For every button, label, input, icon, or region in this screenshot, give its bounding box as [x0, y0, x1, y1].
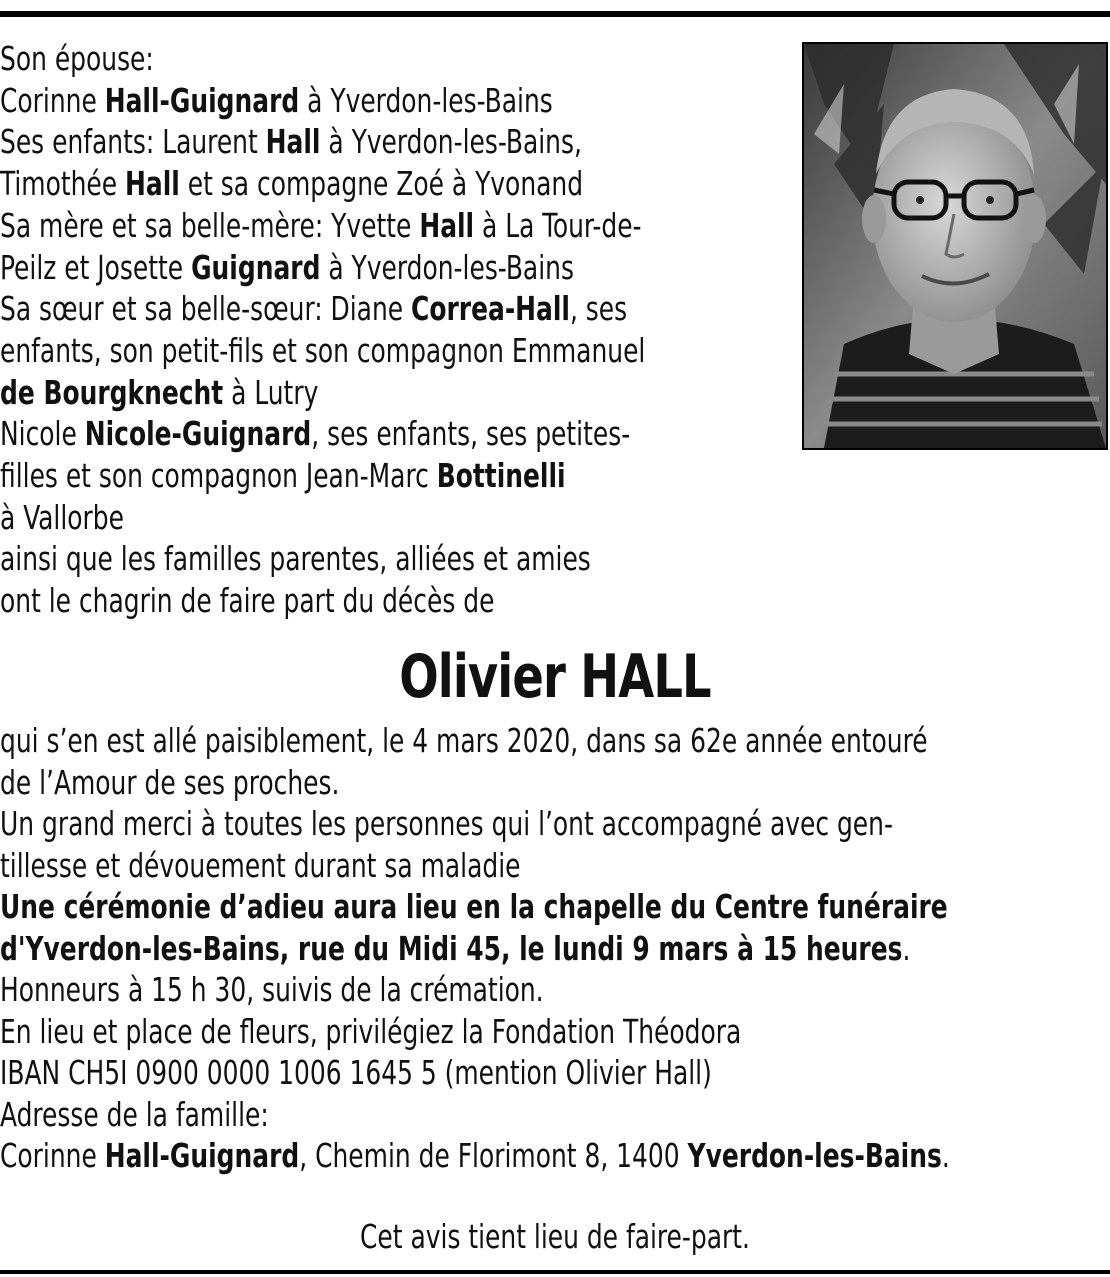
- text-segment: Timothée: [0, 164, 126, 204]
- text-segment: IBAN CH5I 0900 0000 1006 1645 5 (mention Olivier Hall): [0, 1053, 712, 1092]
- text-segment: de l’Amour de ses proches.: [0, 762, 340, 802]
- text-line: [0, 720, 1109, 762]
- text-segment: Honneurs à 15 h 30, suivis de la crémation.: [0, 970, 544, 1009]
- text-line: [0, 455, 790, 497]
- text-segment: à Lutry: [223, 372, 319, 412]
- text-segment: à La Tour-de-: [474, 205, 642, 245]
- bottom-rule: [0, 1270, 1110, 1274]
- text-line: [0, 163, 790, 205]
- bold-text: Une cérémonie d’adieu aura lieu en la chapelle du Centre funéraire: [0, 887, 948, 926]
- bold-text: Hall: [419, 205, 475, 245]
- text-segment: à Yverdon-les-Bains: [299, 80, 553, 120]
- text-line: [0, 497, 790, 539]
- text-segment: Nicole: [0, 414, 85, 454]
- text-line: [0, 330, 790, 372]
- text-line: [0, 38, 790, 80]
- text-line: [0, 538, 790, 580]
- text-line: [0, 845, 1109, 887]
- text-segment: .: [902, 928, 911, 968]
- bold-text: Hall-Guignard: [104, 1136, 300, 1175]
- text-segment: à Vallorbe: [0, 497, 124, 537]
- text-segment: .: [941, 1136, 950, 1175]
- text-line: [0, 80, 790, 122]
- family-announcement: [0, 38, 790, 622]
- text-line: [0, 1135, 1109, 1177]
- bold-text: Yverdon-les-Bains: [687, 1136, 942, 1175]
- text-segment: , Chemin de Florimont 8, 1400: [299, 1136, 688, 1175]
- bold-text: Guignard: [191, 247, 321, 287]
- text-segment: Ses enfants: Laurent: [0, 122, 266, 162]
- top-rule: [0, 11, 1110, 17]
- text-segment: Sa sœur et sa belle-sœur: Diane: [0, 289, 412, 329]
- bold-text: d'Yverdon-les-Bains, rue du Midi 45, le lundi 9 mars à 15 heures: [0, 928, 903, 968]
- bold-text: Hall: [125, 164, 180, 204]
- text-line: [0, 1094, 1109, 1136]
- text-segment: Sa mère et sa belle-mère: Yvette: [0, 205, 420, 245]
- text-line: [0, 288, 790, 330]
- deceased-name: Olivier HALL: [399, 642, 711, 712]
- text-line: [0, 928, 1109, 970]
- text-segment: Adresse de la famille:: [0, 1094, 269, 1134]
- text-line: [0, 205, 790, 247]
- text-segment: qui s’en est allé paisiblement, le 4 mars 2020, dans sa 62e année entouré: [0, 721, 928, 760]
- text-line: [0, 372, 790, 414]
- text-segment: filles et son compagnon Jean-Marc: [0, 456, 437, 496]
- text-segment: En lieu et place de fleurs, privilégiez la Fondation Théodora: [0, 1011, 742, 1051]
- text-line: [0, 969, 1109, 1011]
- text-segment: Corinne: [0, 1136, 105, 1175]
- text-segment: tillesse et dévouement durant sa maladie: [0, 845, 521, 885]
- text-line: [0, 121, 790, 163]
- footer-note: Cet avis tient lieu de faire-part.: [360, 1217, 750, 1256]
- bold-text: Hall-Guignard: [104, 80, 300, 120]
- text-line: [0, 413, 790, 455]
- text-segment: et sa compagne Zoé à Yvonand: [179, 164, 584, 204]
- text-segment: Son épouse:: [0, 39, 154, 78]
- text-segment: , ses: [569, 289, 628, 329]
- text-segment: Un grand merci à toutes les personnes qui l’ont accompagné avec gen-: [0, 804, 893, 843]
- text-segment: , ses enfants, ses petites-: [311, 414, 631, 454]
- bold-text: Nicole-Guignard: [84, 414, 312, 454]
- text-line: [0, 762, 1109, 804]
- bold-text: Bottinelli: [436, 456, 566, 496]
- text-line: [0, 247, 790, 289]
- text-segment: ainsi que les familles parentes, alliées et amies: [0, 539, 591, 579]
- text-segment: Corinne: [0, 80, 105, 120]
- bold-text: de Bourgknecht: [0, 372, 224, 412]
- bold-text: Correa-Hall: [411, 289, 570, 329]
- text-line: [0, 886, 1109, 928]
- announcement-body: [0, 720, 1109, 1177]
- text-segment: à Yverdon-les-Bains: [320, 247, 574, 287]
- text-segment: enfants, son petit-fils et son compagnon Emmanuel: [0, 330, 646, 370]
- text-segment: ont le chagrin de faire part du décès de: [0, 581, 495, 621]
- text-line: [0, 803, 1109, 845]
- text-segment: Peilz et Josette: [0, 247, 192, 287]
- text-line: [0, 580, 790, 622]
- bold-text: Hall: [265, 122, 321, 162]
- portrait-photo: [802, 42, 1108, 450]
- text-line: [0, 1011, 1109, 1053]
- text-segment: à Yverdon-les-Bains,: [320, 122, 582, 162]
- text-line: [0, 1052, 1109, 1094]
